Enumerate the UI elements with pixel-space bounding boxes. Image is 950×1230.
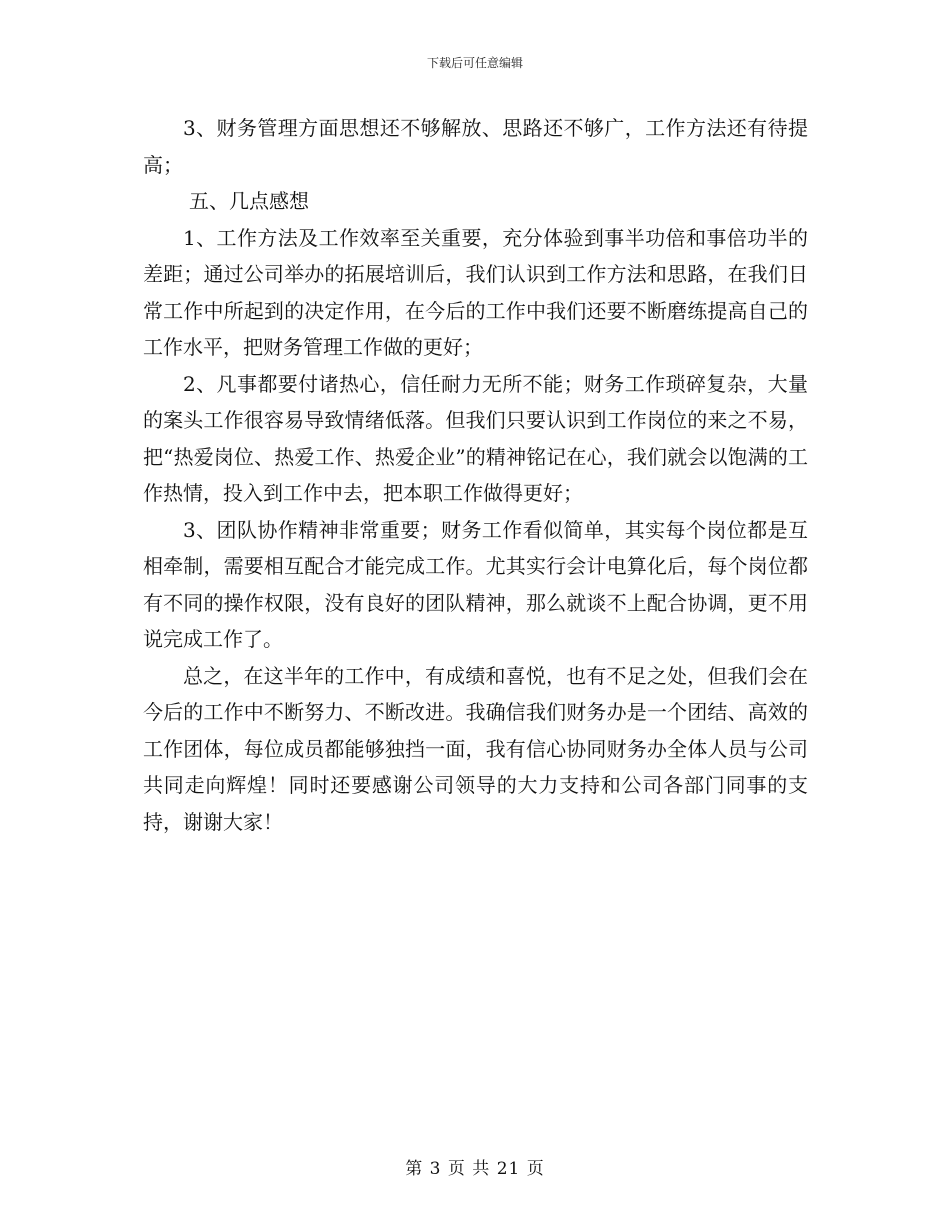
paragraph-enthusiasm: 2、凡事都要付诸热心，信任耐力无所不能；财务工作琐碎复杂，大量的案头工作很容易导致情绪低落。但我们只要认识到工作岗位的来之不易，把“热爱岗位、热爱工作、热爱企业”的精神铭记在心，我们就会以饱满的工作热情，投入到工作中去，把本职工作做得更好；: [143, 371, 808, 505]
paragraph-work-method: 1、工作方法及工作效率至关重要，充分体验到事半功倍和事倍功半的差距；通过公司举办的拓展培训后，我们认识到工作方法和思路，在我们日常工作中所起到的决定作用，在今后的工作中我们还要不断磨练提高自己的工作水平，把财务管理工作做的更好；: [143, 225, 808, 359]
document-body: [143, 110, 808, 840]
page-number: 第 3 页 共 21 页: [405, 1159, 545, 1179]
section-heading: 五、几点感想: [189, 189, 309, 213]
paragraph-teamwork: 3、团队协作精神非常重要；财务工作看似简单，其实每个岗位都是互相牵制，需要相互配合才能完成工作。尤其实行会计电算化后，每个岗位都有不同的操作权限，没有良好的团队精神，那么就谈不上配合协调，更不用说完成工作了。: [143, 517, 808, 651]
page-header-note: 下载后可任意编辑: [426, 56, 523, 70]
paragraph-financial-management: 3、财务管理方面思想还不够解放、思路还不够广，工作方法还有待提高；: [143, 116, 808, 177]
paragraph-summary: 总之，在这半年的工作中，有成绩和喜悦，也有不足之处，但我们会在今后的工作中不断努力、不断改进。我确信我们财务办是一个团结、高效的工作团体，每位成员都能够独挡一面，我有信心协同财务办全体人员与公司共同走向辉煌！同时还要感谢公司领导的大力支持和公司各部门同事的支持，谢谢大家！: [143, 663, 808, 834]
